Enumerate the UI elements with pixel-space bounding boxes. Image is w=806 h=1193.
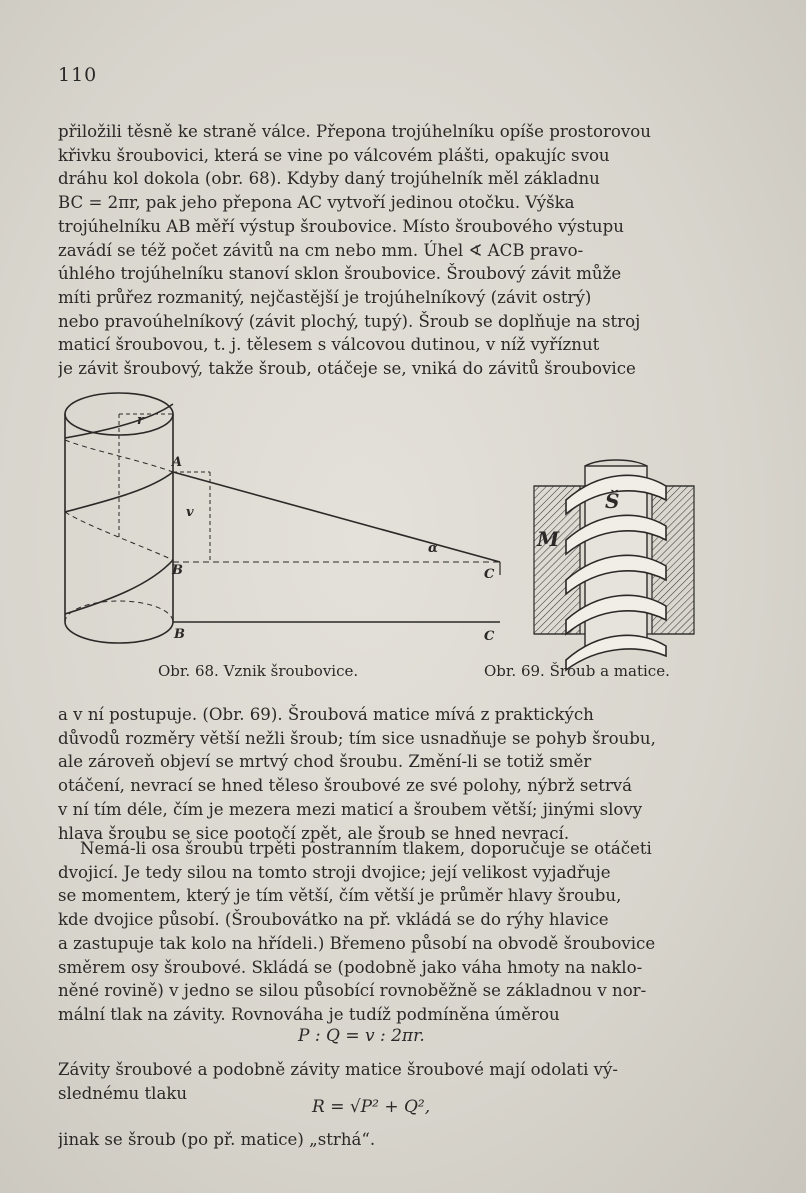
cylinder-bottom-front (65, 622, 173, 643)
text-line: mální tlak na závity. Rovnováha je tudíž podmíněna úměrou (58, 1004, 560, 1024)
text-line: něné rovině) v jedno se silou působící rovnoběžně se základnou v nor- (58, 981, 647, 1001)
screw-top (585, 460, 647, 466)
label-C-upper: C (484, 567, 495, 582)
text-line: Závity šroubové a podobně závity matice šroubové mají odolati vý- (58, 1060, 619, 1079)
label-S: Š (605, 489, 620, 513)
text-line: je závit šroubový, takže šroub, otáčeje se, vniká do závitů šroubovice (58, 359, 636, 379)
label-B-lower: B (174, 627, 185, 642)
text-line: přiložili těsně ke straně válce. Přepona trojúhelníku opíše prostorovou (58, 122, 651, 141)
text-line: důvodů rozměry větší nežli šroub; tím sice usnadňuje se pohyb šroubu, (58, 728, 656, 748)
text-line: a zastupuje tak kolo na hřídeli.) Břemeno působí na obvodě šroubovice (58, 933, 656, 953)
text-line: slednému tlaku (58, 1083, 188, 1103)
text-line: zavádí se též počet závitů na cm nebo mm. Úhel ∢ ACB pravo- (58, 240, 584, 260)
figure-68-diagram (65, 393, 500, 643)
figure-68-caption: Obr. 68. Vznik šroubovice. (158, 662, 359, 680)
text-line: nebo pravoúhelníkový (závit plochý, tupý). Šroub se doplňuje na stroj (58, 311, 641, 331)
formula-resultant: R = √P² + Q², (312, 1097, 431, 1117)
text-line: kde dvojice působí. (Šroubovátko na př. vkládá se do rýhy hlavice (58, 910, 609, 930)
paragraph-2 (58, 703, 706, 845)
text-line: dráhu kol dokola (obr. 68). Kdyby daný trojúhelník měl základnu (58, 169, 600, 189)
paragraph-3 (58, 837, 706, 1027)
text-line: jinak se šroub (po př. matice) „strhá“. (58, 1130, 376, 1149)
text-line: hlava šroubu se sice pootočí zpět, ale šroub se hned nevrací. (58, 823, 570, 843)
page-number: 110 (58, 64, 98, 86)
text-line: trojúhelníku AB měří výstup šroubovice. Místo šroubového výstupu (58, 216, 624, 236)
text-line: ale zároveň objeví se mrtvý chod šroubu. Změní-li se totiž směr (58, 752, 592, 772)
label-r: r (137, 413, 144, 428)
text-line: míti průřez rozmanitý, nejčastější je trojúhelníkový (závit ostrý) (58, 287, 592, 307)
text-line: dvojicí. Je tedy silou na tomto stroji dvojice; její velikost vyjadřuje (58, 862, 611, 882)
label-A: A (172, 455, 183, 470)
label-C-lower: C (484, 629, 495, 644)
helix-front-2 (65, 560, 173, 614)
label-B-upper: B (172, 563, 183, 578)
text-line: v ní tím déle, čím je mezera mezi maticí a šroubem větší; jinými slovy (58, 799, 643, 819)
formula-proportion: P : Q = v : 2πr. (298, 1026, 425, 1046)
text-line: Nemá-li osa šroubu trpěti postranním tlakem, doporučuje se otáčeti (80, 839, 652, 858)
hypotenuse-AC (173, 472, 500, 562)
text-line: a v ní postupuje. (Obr. 69). Šroubová matice mívá z praktických (58, 705, 594, 724)
text-line: maticí šroubovou, t. j. tělesem s válcovou dutinou, v níž vyříznut (58, 335, 600, 355)
text-line: otáčení, nevrací se hned těleso šroubové ze své polohy, nýbrž setrvá (58, 776, 633, 796)
text-line: úhlého trojúhelníku stanoví sklon šroubovice. Šroubový závit může (58, 264, 622, 284)
label-v: v (186, 505, 194, 520)
cylinder-bottom-back (65, 601, 173, 622)
text-line: křivku šroubovici, která se vine po válcovém plášti, opakujíc svou (58, 145, 610, 165)
figure-69-caption: Obr. 69. Šroub a matice. (484, 662, 670, 680)
label-M: M (537, 527, 560, 551)
label-alpha: α (428, 541, 439, 556)
text-line: se momentem, který je tím větší, čím větší je průměr hlavy šroubu, (58, 886, 622, 906)
paragraph-5 (58, 1128, 706, 1152)
text-line: BC = 2πr, pak jeho přepona AC vytvoří jedinou otočku. Výška (58, 193, 575, 213)
text-line: směrem osy šroubové. Skládá se (podobně jako váha hmoty na naklo- (58, 957, 643, 977)
